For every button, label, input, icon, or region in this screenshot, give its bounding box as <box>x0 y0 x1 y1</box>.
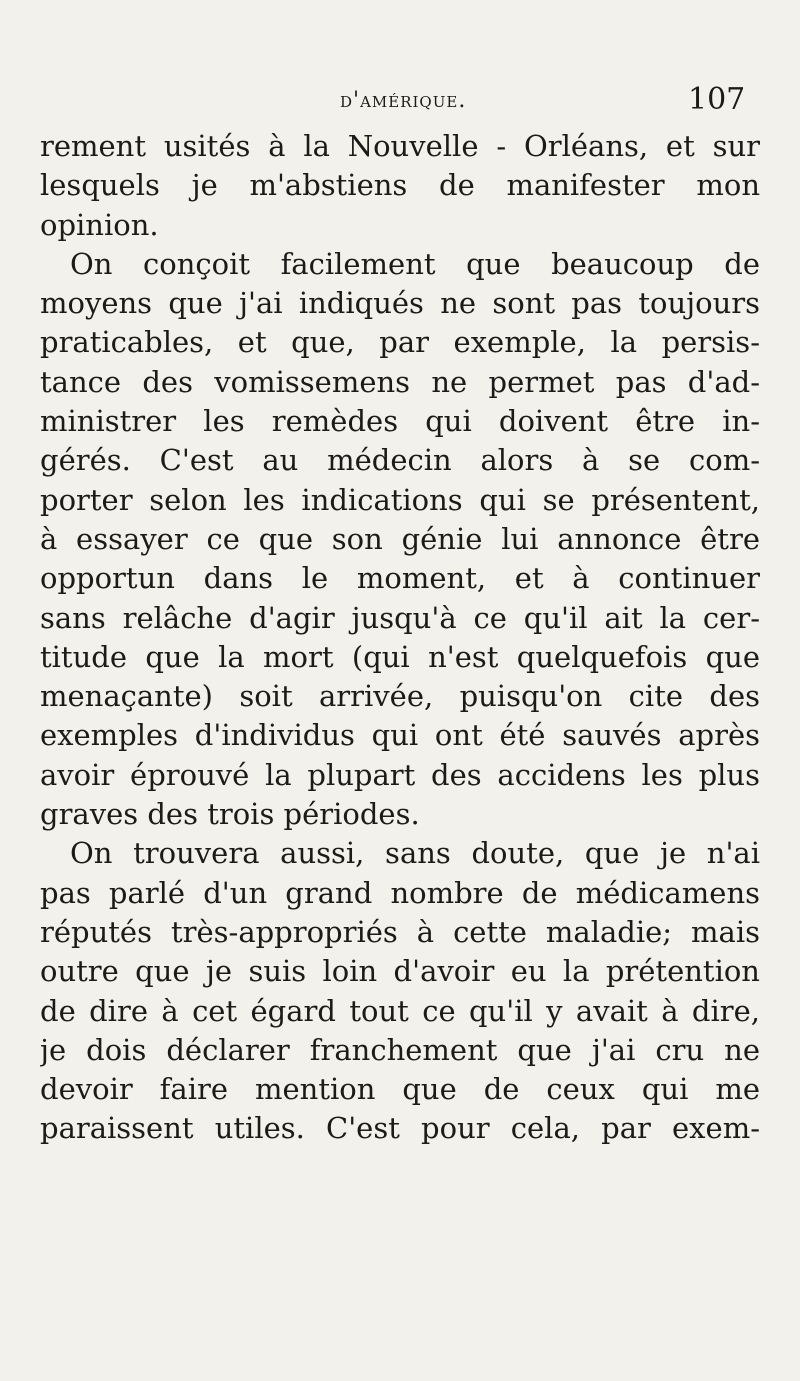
text-line: graves des trois périodes. <box>40 797 420 832</box>
text-line: titude que la mort (qui n'est quelquefois que <box>40 639 760 674</box>
text-line: rement usités à la Nouvelle - Orléans, et sur <box>40 129 760 163</box>
text-line: gérés. C'est au médecin alors à se com- <box>40 443 760 478</box>
running-head <box>0 82 800 128</box>
body-text <box>40 127 760 1149</box>
text-line: menaçante) soit arrivée, puisqu'on cite des <box>40 679 760 714</box>
text-line: à essayer ce que son génie lui annonce être <box>40 521 760 556</box>
text-line: moyens que j'ai indiqués ne sont pas toujours <box>40 286 760 321</box>
text-line: lesquels je m'abstiens de manifester mon <box>40 168 760 203</box>
text-line: pas parlé d'un grand nombre de médicamens <box>40 875 760 910</box>
text-line: exemples d'individus qui ont été sauvés après <box>40 718 760 753</box>
text-line: On conçoit facilement que beaucoup de <box>70 246 760 281</box>
text-line: ministrer les remèdes qui doivent être in- <box>40 404 760 439</box>
text-line: paraissent utiles. C'est pour cela, par exem- <box>40 1111 760 1146</box>
text-line: tance des vomissemens ne permet pas d'ad- <box>40 364 760 399</box>
text-line: opportun dans le moment, et à continuer <box>40 561 760 596</box>
text-line: avoir éprouvé la plupart des accidens les plus <box>40 757 760 792</box>
text-line: devoir faire mention que de ceux qui me <box>40 1072 760 1107</box>
page-number: 107 <box>688 82 746 117</box>
text-line: On trouvera aussi, sans doute, que je n'ai <box>70 836 760 871</box>
text-line: praticables, et que, par exemple, la persis- <box>40 325 760 360</box>
text-line: je dois déclarer franchement que j'ai cru ne <box>40 1032 760 1067</box>
text-line: de dire à cet égard tout ce qu'il y avait à dire, <box>40 993 760 1028</box>
text-line: outre que je suis loin d'avoir eu la prétention <box>40 954 760 989</box>
text-line: sans relâche d'agir jusqu'à ce qu'il ait la cer- <box>40 600 760 635</box>
text-line: porter selon les indications qui se présentent, <box>40 482 760 517</box>
text-line: opinion. <box>40 207 159 242</box>
running-head-title: d'amérique. <box>340 88 467 113</box>
text-line: réputés très-appropriés à cette maladie; mais <box>40 914 760 949</box>
